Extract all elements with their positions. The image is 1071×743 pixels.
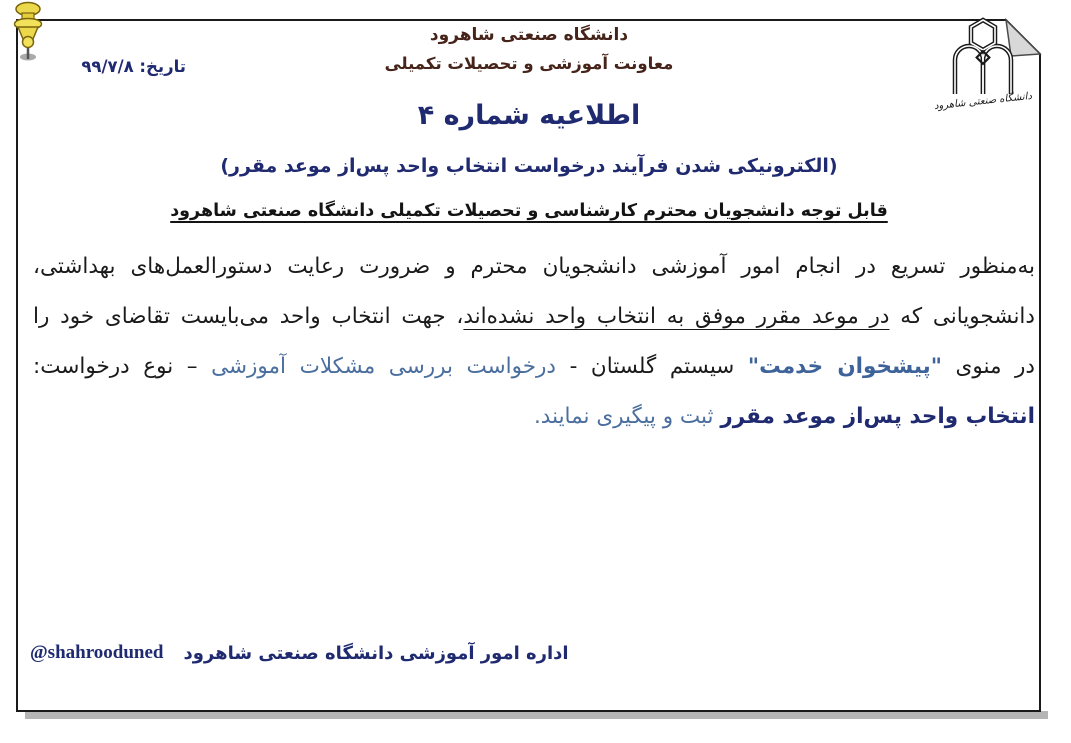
body-text-run: سیستم گلستان - — [556, 354, 748, 379]
service-desk-menu-highlight: "پیشخوان خدمت" — [747, 354, 942, 379]
notice-title: اطلاعیه شماره ۴ — [417, 100, 641, 131]
request-type-emphasis: انتخاب واحد پس‌از موعد مقرر — [720, 404, 1035, 429]
social-handle: @shahrooduned — [30, 642, 164, 663]
body-closing-text: ثبت و پیگیری نمایند. — [533, 404, 721, 429]
underlined-phrase: در موعد مقرر موفق به انتخاب واحد نشده‌اند — [463, 304, 890, 329]
body-line-1 — [33, 242, 1035, 292]
logo-caption: دانشگاه صنعتی شاهرود — [933, 90, 1033, 113]
pushpin-icon — [6, 1, 50, 67]
office-name: اداره امور آموزشی دانشگاه صنعتی شاهرود — [183, 642, 569, 664]
university-name: دانشگاه صنعتی شاهرود — [429, 25, 629, 45]
page-shadow — [25, 711, 1048, 719]
notice-body — [33, 242, 1035, 442]
body-line-3 — [33, 342, 1035, 392]
attention-line: قابل توجه دانشجویان محترم کارشناسی و تحصیلات تکمیلی دانشگاه صنعتی شاهرود — [170, 201, 888, 221]
date-label: تاریخ: ۹۹/۷/۸ — [81, 57, 186, 76]
department-name: معاونت آموزشی و تحصیلات تکمیلی — [384, 54, 674, 73]
body-text-run: دانشجویانی که — [889, 304, 1035, 329]
request-name-highlight: درخواست بررسی مشکلات آموزشی — [211, 354, 556, 379]
body-text-run: ، جهت انتخاب واحد می‌بایست تقاضای خود را — [33, 304, 464, 329]
body-text-run: در منوی — [941, 354, 1035, 379]
university-emblem-icon — [933, 12, 1033, 96]
letterhead — [17, 0, 1041, 73]
body-text-run: به‌منظور تسریع در انجام امور آموزشی دانشجویان محترم و ضرورت رعایت دستورالعمل‌های بهداشتی، — [33, 254, 1035, 279]
body-line-4 — [33, 392, 1035, 442]
footer — [30, 637, 569, 669]
body-line-2 — [33, 292, 1035, 342]
notice-subtitle: (الکترونیکی شدن فرآیند درخواست انتخاب واحد پس‌از موعد مقرر) — [220, 155, 838, 177]
body-text-run: – نوع درخواست: — [33, 354, 212, 379]
university-logo — [933, 12, 1033, 112]
